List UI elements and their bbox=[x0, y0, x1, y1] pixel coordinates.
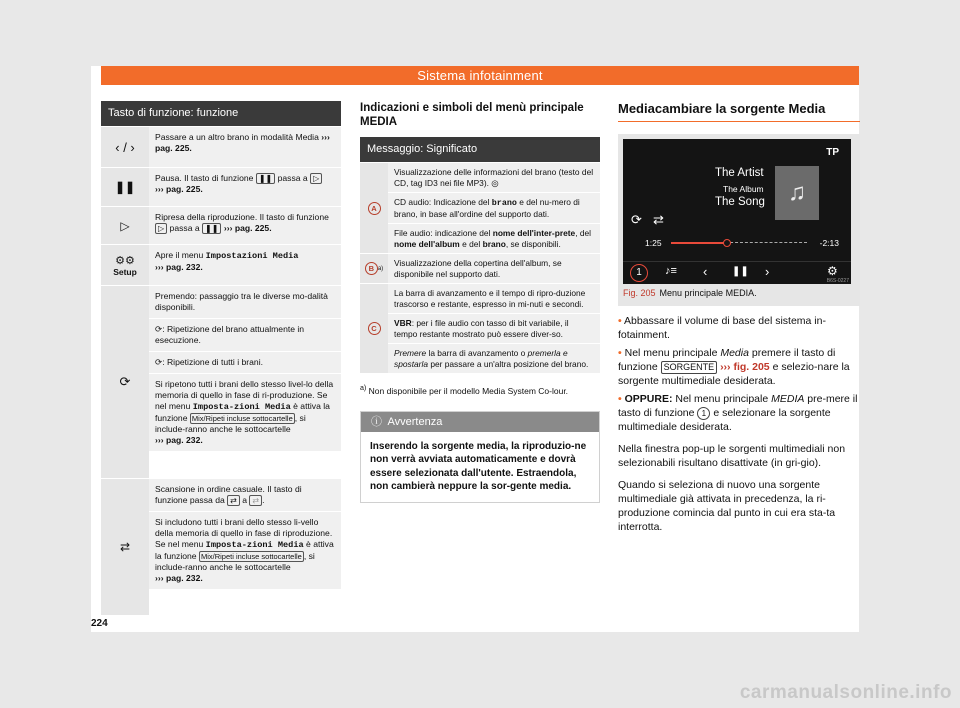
callout-b: B bbox=[365, 262, 378, 275]
shuffle-icon: ⇄ bbox=[227, 495, 240, 506]
artist-label: The Artist bbox=[715, 167, 764, 179]
step-3: • OPPURE: Nel menu principale MEDIA pre-mere il tasto di funzione 1 e selezionare la sorgente multimediale desiderata. bbox=[618, 393, 858, 433]
symbols-table bbox=[360, 137, 600, 373]
shuffle-icon[interactable]: ⇄ bbox=[653, 212, 664, 227]
function-key-table bbox=[101, 101, 341, 615]
callout-c: C bbox=[368, 322, 381, 335]
warning-box: ⓘ Avvertenza Inserendo la sorgente media, la riproduzio-ne non verrà avviata automaticamente e dovrà essere selezionata dall'utente. Estraendola, non cambierà neppure la sor-gente media. bbox=[360, 411, 600, 503]
table-header: Messaggio: Significato bbox=[360, 137, 600, 162]
figure-code: B6S-0227 bbox=[826, 278, 849, 284]
tp-label: TP bbox=[826, 147, 839, 158]
music-note-icon: ♫ bbox=[788, 179, 806, 206]
gear-icon: ⚙⚙ bbox=[115, 254, 135, 267]
repeat-icon: ⟳ bbox=[119, 374, 131, 389]
table-header: Tasto di funzione: funzione bbox=[101, 101, 341, 126]
progress-knob[interactable] bbox=[723, 239, 731, 247]
prev-next-icon: ‹ / › bbox=[115, 139, 135, 155]
callout-a: A bbox=[368, 202, 381, 215]
remaining-time: -2:13 bbox=[819, 238, 839, 248]
step-1: • Abbassare il volume di base del sistema in-fotainment. bbox=[618, 315, 826, 341]
change-source-section bbox=[618, 101, 860, 534]
callout-1: 1 bbox=[630, 264, 648, 282]
table-row-b: B a) Visualizzazione della copertina dell'album, se disponibile nel supporto dati. bbox=[360, 253, 600, 283]
watermark: carmanualsonline.info bbox=[739, 682, 952, 703]
bottom-bar bbox=[623, 261, 851, 284]
media-symbols-section bbox=[360, 101, 600, 503]
table-row-setup: ⚙⚙ Setup Apre il menu Impostazioni Media ››› pag. 232. bbox=[101, 244, 341, 285]
gear-icon[interactable]: ⚙ bbox=[827, 264, 838, 278]
table-row-play: ▷ Ripresa della riproduzione. Il tasto di funzione ▷ passa a ❚❚ ››› pag. 225. bbox=[101, 206, 341, 244]
table-row-c: C La barra di avanzamento e il tempo di ripro-duzione trascorso e restante, espresso in mi-nuti e secondi. VBR: per i file audio con tasso di bit variabile, il tempo restante mostrato può essere diver-so. Premere la barra di avanzamento o premerla e spostarla per passare a un'altra posizione del brano. bbox=[360, 283, 600, 373]
album-cover bbox=[775, 166, 819, 220]
callout-1: 1 bbox=[697, 407, 710, 420]
play-icon: ▷ bbox=[120, 218, 130, 233]
table-row-pause: ❚❚ Pausa. Il tasto di funzione ❚❚ passa a ▷ ››› pag. 225. bbox=[101, 167, 341, 206]
table-row-prevnext: ‹ / › Passare a un altro brano in modalità Media ››› pag. 225. bbox=[101, 126, 341, 167]
repeat-icon[interactable]: ⟳ bbox=[631, 212, 642, 227]
progress-fill bbox=[671, 242, 725, 244]
step-2: • Nel menu principale Media premere il tasto di funzione SORGENTE ››› fig. 205 e selezio-nare la sorgente multimediale desiderata. bbox=[618, 347, 850, 387]
table-row-a: A Visualizzazione delle informazioni del brano (testo del CD, tag ID3 nei file MP3). ◎ CD audio: Indicazione del brano e del nu-mero di brano, in base all'ordine del supporto dati. File audio: indicazione del nome dell'inter-prete, del nome dell'album e del brano, se disponibili. bbox=[360, 162, 600, 253]
page-number: 224 bbox=[91, 618, 108, 629]
footnote: $^{a)}$ Non disponibile per il modello Media System Co-lour. bbox=[360, 384, 569, 396]
section-header: Sistema infotainment bbox=[101, 66, 859, 85]
pause-icon: ❚❚ bbox=[256, 173, 275, 184]
mix-repeat-button: Mix/Ripeti incluse sottocartelle bbox=[200, 552, 302, 561]
song-label: The Song bbox=[715, 196, 765, 208]
paragraph: Nella finestra pop-up le sorgenti multimediali non selezionabili risultano disattivate (in gri-gio). bbox=[618, 443, 846, 469]
paragraph: Quando si seleziona di nuovo una sorgente multimediale già attivata in precedenza, la ri-produzione comincia dal punto in cui era sta-ta interrotta. bbox=[618, 479, 836, 533]
pause-icon: ❚❚ bbox=[114, 180, 136, 194]
pause-icon: ❚❚ bbox=[202, 223, 221, 234]
section-title: Mediacambiare la sorgente Media bbox=[618, 101, 860, 122]
play-icon: ▷ bbox=[310, 173, 322, 184]
section-title: Indicazioni e simboli del menù principale MEDIA bbox=[360, 102, 584, 128]
progress-bar[interactable] bbox=[671, 242, 807, 244]
table-row-shuffle: ⇄ Scansione in ordine casuale. Il tasto di funzione passa da ⇄ a ⇄ . Si includono tutti i brani dello stesso li-vello della memoria di quello in fase di riproduzione. Se nel menu Imposta-zioni Media è attiva la funzione Mix/Ripeti incluse sottocartelle , si include-ranno anche le sottocartelle ››› pag. 232. bbox=[101, 478, 341, 615]
next-icon[interactable]: › bbox=[765, 264, 770, 279]
source-button: SORGENTE bbox=[661, 361, 718, 374]
prev-icon[interactable]: ‹ bbox=[703, 264, 708, 279]
shuffle-off-icon: ⇄ bbox=[249, 495, 262, 506]
figure-caption: Fig. 205 Menu principale MEDIA. bbox=[623, 288, 757, 298]
shuffle-icon: ⇄ bbox=[119, 540, 131, 554]
elapsed-time: 1:25 bbox=[645, 238, 662, 248]
info-icon: ⓘ bbox=[371, 415, 382, 428]
mix-repeat-button: Mix/Ripeti incluse sottocartelle bbox=[191, 414, 293, 423]
media-screen bbox=[623, 139, 851, 284]
repeat-one-icon: ⟳ bbox=[155, 324, 163, 334]
table-row-repeat: ⟳ Premendo: passaggio tra le diverse mo-dalità disponibili. ⟳: Ripetizione del brano attualmente in esecuzione. ⟳: Ripetizione di tutti i brani. Si ripetono tutti i brani dello stesso livel-lo della memoria di quello in fase di ri-produzione. Se nel menu Imposta-zioni Media è attiva la funzione Mix/Ripeti incluse sottocartelle , si include-ranno anche le sottocartelle ››› pag. 232. bbox=[101, 285, 341, 478]
album-label: The Album bbox=[723, 184, 764, 194]
cd-icon: ◎ bbox=[491, 177, 499, 188]
repeat-all-icon: ⟳ bbox=[155, 357, 163, 367]
figure bbox=[618, 134, 860, 306]
pause-icon[interactable]: ❚❚ bbox=[732, 266, 749, 277]
play-icon: ▷ bbox=[155, 223, 167, 234]
source-icon[interactable]: ♪≡ bbox=[665, 265, 677, 277]
